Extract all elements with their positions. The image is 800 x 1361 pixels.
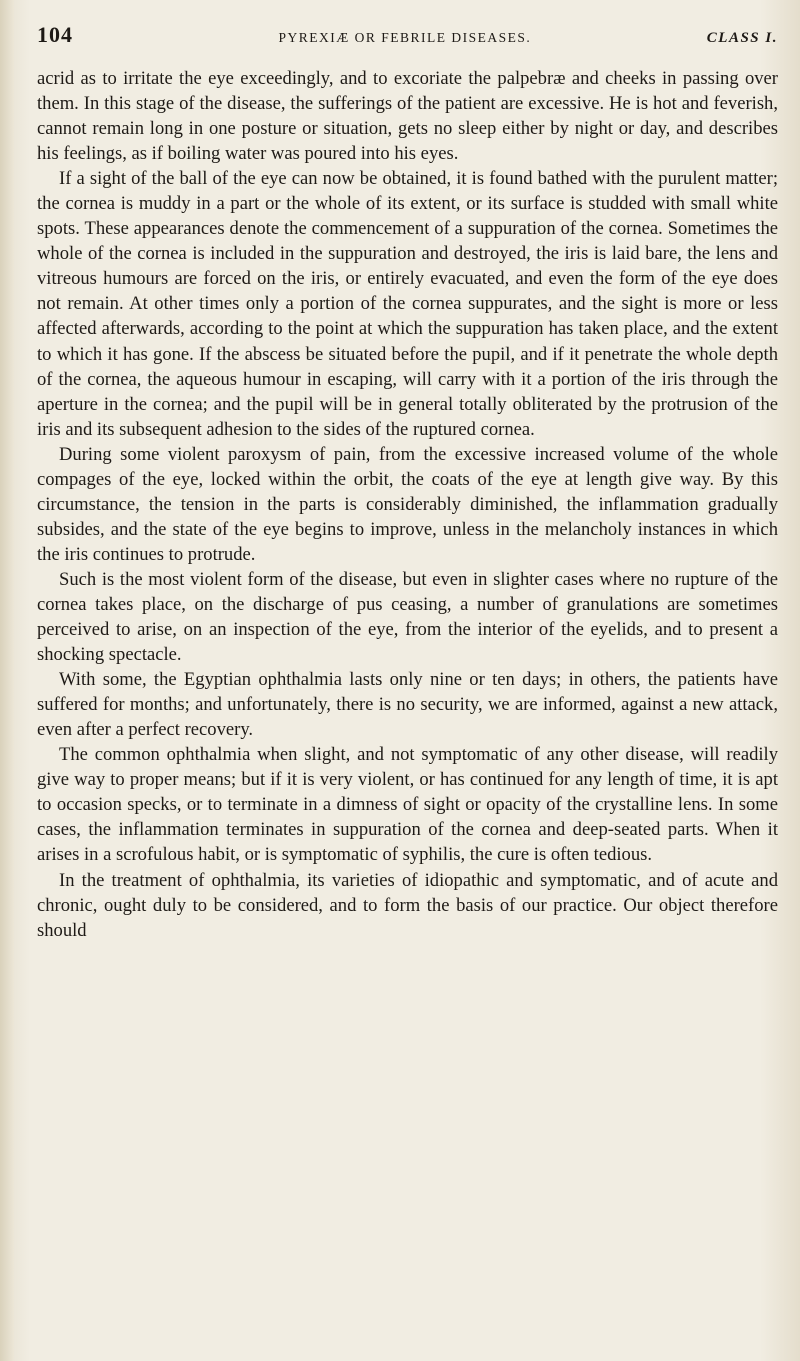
paragraph: During some violent paroxysm of pain, from the excessive increased volume of the whole compages of the eye, locked within the orbit, the coats of the eye at length give way. By this circumstance, the tension in the parts is considerably diminished, the inflammation gradually subsides, and the state of the eye begins to improve, unless in the melancholy instances in which the iris continues to protrude. [37,443,778,565]
running-title: PYREXIÆ OR FEBRILE DISEASES. [278,30,532,45]
paragraph: Such is the most violent form of the disease, but even in slighter cases where no rupture of the cornea takes place, on the discharge of pus ceasing, a number of granulations are sometimes perceived to arise, on an inspection of the eye, from the interior of the eyelids, and to present a shocking spectacle. [37,568,778,666]
page-header [37,22,778,52]
paragraph: In the treatment of ophthalmia, its varieties of idiopathic and symptomatic, and of acute and chronic, ought duly to be considered, and to form the basis of our practice. Our object therefore should [37,869,778,941]
class-label: CLASS I. [706,30,778,46]
body-text [37,66,778,943]
page-number: 104 [37,22,73,47]
paragraph: If a sight of the ball of the eye can now be obtained, it is found bathed with the purulent matter; the cornea is muddy in a part or the whole of its extent, or its surface is studded with small white spots. These appearances denote the commencement of a suppuration of the cornea. Sometimes the whole of the cornea is included in the suppuration and destroyed, the iris is laid bare, the lens and vitreous humours are forced on the iris, or entirely evacuated, and even the form of the eye does not remain. At other times only a portion of the cornea suppurates, and the sight is more or less affected afterwards, according to the point at which the suppuration has taken place, and the extent to which it has gone. If the abscess be situated before the pupil, and if it penetrate the whole depth of the cornea, the aqueous humour in escaping, will carry with it a portion of the iris through the aperture in the cornea; and the pupil will be in general totally obliterated by the protrusion of the iris and its subsequent adhesion to the sides of the ruptured cornea. [37,168,778,440]
paragraph: The common ophthalmia when slight, and not symptomatic of any other disease, will readily give way to proper means; but if it is very violent, or has continued for any length of time, it is apt to occasion specks, or to terminate in a dimness of sight or opacity of the crystalline lens. In some cases, the inflammation terminates in suppuration of the cornea and deep-seated parts. When it arises in a scrofulous habit, or is symptomatic of syphilis, the cure is often tedious. [37,744,778,866]
paragraph: With some, the Egyptian ophthalmia lasts only nine or ten days; in others, the patients have suffered for months; and unfortunately, there is no security, we are informed, against a new attack, even after a perfect recovery. [37,669,778,741]
paragraph-continued: acrid as to irritate the eye exceedingly, and to excoriate the palpebræ and cheeks in passing over them. In this stage of the disease, the sufferings of the patient are excessive. He is hot and feverish, cannot remain long in one posture or situation, gets no sleep either by night or day, and describes his feelings, as if boiling water was poured into his eyes. [37,68,778,165]
page-gutter [0,0,14,1361]
